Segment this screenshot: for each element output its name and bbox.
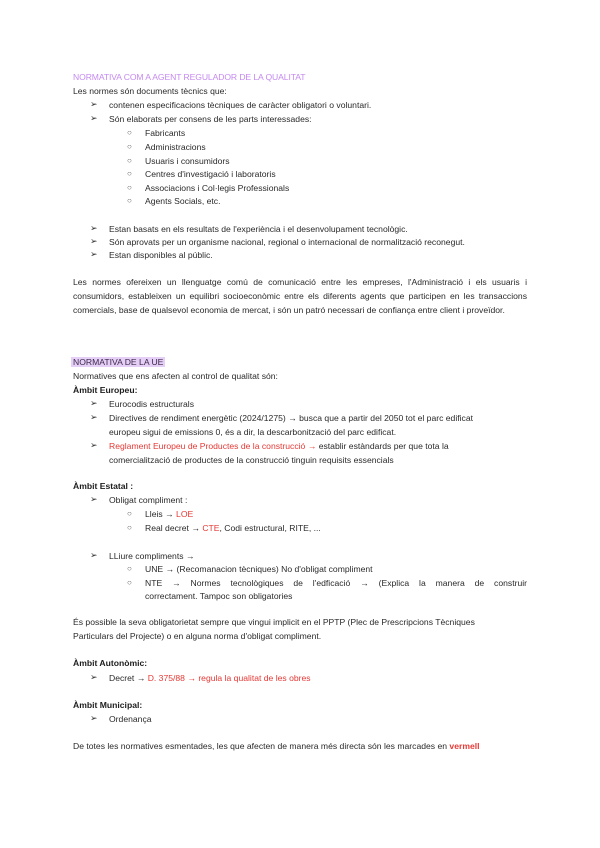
sub-item: Lleis → LOE xyxy=(145,509,194,519)
sub-item: Fabricants xyxy=(145,128,186,138)
arrow-bullet-icon: ➢ xyxy=(90,713,98,723)
arrow-bullet-icon: ➢ xyxy=(90,398,98,408)
bullet-item-continuation: europeu sigui de emissions 0, és a dir, la descarbonització del parc edificat. xyxy=(109,427,397,437)
ambit-autonomic-title: Àmbit Autonòmic: xyxy=(73,658,148,668)
arrow-bullet-icon: ➢ xyxy=(90,550,98,560)
bullet-item: Decret → D. 375/88 → regula la qualitat de les obres xyxy=(109,673,311,683)
bullet-item: Obligat compliment : xyxy=(109,495,188,505)
arrow-bullet-icon: ➢ xyxy=(90,672,98,682)
ambit-municipal-title: Àmbit Municipal: xyxy=(73,700,143,710)
pptp-text-continuation: Particulars del Projecte) o en alguna norma d'obligat compliment. xyxy=(73,631,322,641)
arrow-bullet-icon: ➢ xyxy=(90,236,98,246)
pptp-text: És possible la seva obligatorietat sempre que vingui implicit en el PPTP (Plec de Prescripcions Tècniques xyxy=(73,617,475,627)
bullet-item: Estan disponibles al públic. xyxy=(109,250,213,260)
circle-bullet-icon: ○ xyxy=(127,523,132,532)
circle-bullet-icon: ○ xyxy=(127,183,132,192)
circle-bullet-icon: ○ xyxy=(127,142,132,151)
bullet-item: Directives de rendiment energètic (2024/1275) → busca que a partir del 2050 tot el parc edificat xyxy=(109,413,474,423)
circle-bullet-icon: ○ xyxy=(127,509,132,518)
circle-bullet-icon: ○ xyxy=(127,156,132,165)
sub-item: Centres d'investigació i laboratoris xyxy=(145,169,276,179)
sub-item: NTE → Normes tecnològiques de l'edficació → (Explica la manera de construir xyxy=(145,578,527,588)
bullet-item: contenen especificacions tècniques de caràcter obligatori o voluntari. xyxy=(109,100,372,110)
intro-text-ue: Normatives que ens afecten al control de qualitat són: xyxy=(73,371,278,381)
sub-item-continuation: correctament. Tampoc son obligatories xyxy=(145,591,293,601)
sub-item: Agents Socials, etc. xyxy=(145,196,221,206)
sub-item: UNE → (Recomanacion tècniques) No d'obligat compliment xyxy=(145,564,373,574)
arrow-bullet-icon: ➢ xyxy=(90,494,98,504)
bullet-item: Eurocodis estructurals xyxy=(109,399,195,409)
arrow-bullet-icon: ➢ xyxy=(90,412,98,422)
circle-bullet-icon: ○ xyxy=(127,169,132,178)
sub-item: Usuaris i consumidors xyxy=(145,156,230,166)
sub-item: Associacions i Col·legis Professionals xyxy=(145,183,290,193)
bullet-item: Són aprovats per un organisme nacional, regional o internacional de normalització reconegut. xyxy=(109,237,465,247)
paragraph-norms: Les normes ofereixen un llenguatge comú de comunicació entre les empreses, l'Administració i els usuaris i consumidors, estableixen un equilibri socioeconòmic entre els diferents agents que participen en les transaccions comercials, base de qualsevol economia de mercat, i són un patró necessari de confiança entre client i proveïdor. xyxy=(73,277,527,315)
section-heading-quality: NORMATIVA COM A AGENT REGULADOR DE LA QUALITAT xyxy=(73,72,306,82)
arrow-bullet-icon: ➢ xyxy=(90,99,98,109)
bullet-item: Ordenança xyxy=(109,714,152,724)
sub-item: Administracions xyxy=(145,142,206,152)
bullet-item: Reglament Europeu de Productes de la construcció → establir estàndards per que tota la xyxy=(109,441,449,451)
bullet-item: Són elaborats per consens de les parts interessades: xyxy=(109,114,312,124)
circle-bullet-icon: ○ xyxy=(127,564,132,573)
ambit-europeu-title: Àmbit Europeu: xyxy=(73,385,138,395)
circle-bullet-icon: ○ xyxy=(127,578,132,587)
circle-bullet-icon: ○ xyxy=(127,196,132,205)
circle-bullet-icon: ○ xyxy=(127,128,132,137)
arrow-bullet-icon: ➢ xyxy=(90,440,98,450)
ambit-estatal-title: Àmbit Estatal : xyxy=(73,481,134,491)
final-note: De totes les normatives esmentades, les que afecten de manera més directa són les marcades en vermell xyxy=(73,741,480,751)
arrow-bullet-icon: ➢ xyxy=(90,223,98,233)
bullet-item: Estan basats en els resultats de l'experiència i el desenvolupament tecnològic. xyxy=(109,224,408,234)
intro-text: Les normes són documents tècnics que: xyxy=(73,86,227,96)
arrow-bullet-icon: ➢ xyxy=(90,249,98,259)
sub-item: Real decret → CTE, Codi estructural, RITE, ... xyxy=(145,523,321,533)
bullet-item: LLiure compliments → xyxy=(109,551,195,561)
bullet-item-continuation: comercialització de productes de la construcció tinguin requisits essencials xyxy=(109,455,394,465)
arrow-bullet-icon: ➢ xyxy=(90,113,98,123)
section-heading-ue: NORMATIVA DE LA UE xyxy=(73,357,164,367)
